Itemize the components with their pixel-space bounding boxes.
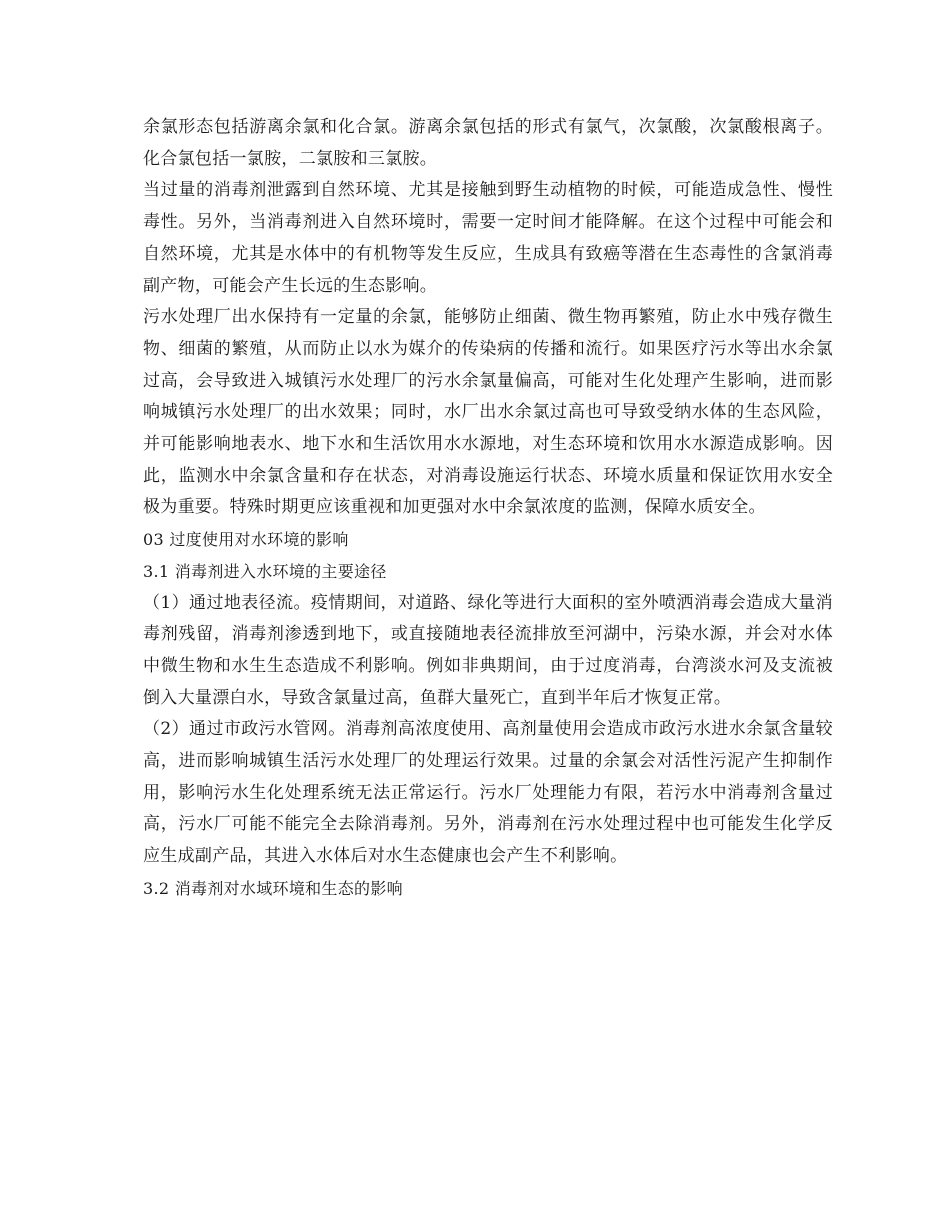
- list-item-surface-runoff: （1）通过地表径流。疫情期间，对道路、绿化等进行大面积的室外喷洒消毒会造成大量消毒剂残留，消毒剂渗透到地下，或直接随地表径流排放至河湖中，污染水源，并会对水体中微生物和水生生态造成不利影响。例如非典期间，由于过度消毒，台湾淡水河及支流被倒入大量漂白水，导致含氯量过高，鱼群大量死亡，直到半年后才恢复正常。: [143, 592, 833, 708]
- document-page: [143, 112, 833, 905]
- subsection-heading-3-2: 3.2 消毒剂对水域环境和生态的影响: [143, 878, 403, 898]
- paragraph-wastewater-residual-chlorine: 污水处理厂出水保持有一定量的余氯，能够防止细菌、微生物再繁殖，防止水中残存微生物、细菌的繁殖，从而防止以水为媒介的传染病的传播和流行。如果医疗污水等出水余氯过高，会导致进入城镇污水处理厂的污水余氯量偏高，可能对生化处理产生影响，进而影响城镇污水处理厂的出水效果；同时，水厂出水余氯过高也可导致受纳水体的生态风险，并可能影响地表水、地下水和生活饮用水水源地，对生态环境和饮用水水源造成影响。因此，监测水中余氯含量和存在状态，对消毒设施运行状态、环境水质量和保证饮用水安全极为重要。特殊时期更应该重视和加更强对水中余氯浓度的监测，保障水质安全。: [143, 307, 833, 518]
- section-heading-03: 03 过度使用对水环境的影响: [143, 530, 349, 550]
- subsection-heading-3-1: 3.1 消毒剂进入水环境的主要途径: [143, 561, 387, 581]
- paragraph-residual-chlorine-forms: 余氯形态包括游离余氯和化合氯。游离余氯包括的形式有氯气，次氯酸，次氯酸根离子。化合氯包括一氯胺，二氯胺和三氯胺。: [143, 117, 833, 169]
- paragraph-ecological-toxicity: 当过量的消毒剂泄露到自然环境、尤其是接触到野生动植物的时候，可能造成急性、慢性毒性。另外，当消毒剂进入自然环境时，需要一定时间才能降解。在这个过程中可能会和自然环境，尤其是水体中的有机物等发生反应，生成具有致癌等潜在生态毒性的含氯消毒副产物，可能会产生长远的生态影响。: [143, 180, 833, 296]
- list-item-sewer-network: （2）通过市政污水管网。消毒剂高浓度使用、高剂量使用会造成市政污水进水余氯含量较高，进而影响城镇生活污水处理厂的处理运行效果。过量的余氯会对活性污泥产生抑制作用，影响污水生化处理系统无法正常运行。污水厂处理能力有限，若污水中消毒剂含量过高，污水厂可能不能完全去除消毒剂。另外，消毒剂在污水处理过程中也可能发生化学反应生成副产品，其进入水体后对水生态健康也会产生不利影响。: [143, 719, 833, 867]
